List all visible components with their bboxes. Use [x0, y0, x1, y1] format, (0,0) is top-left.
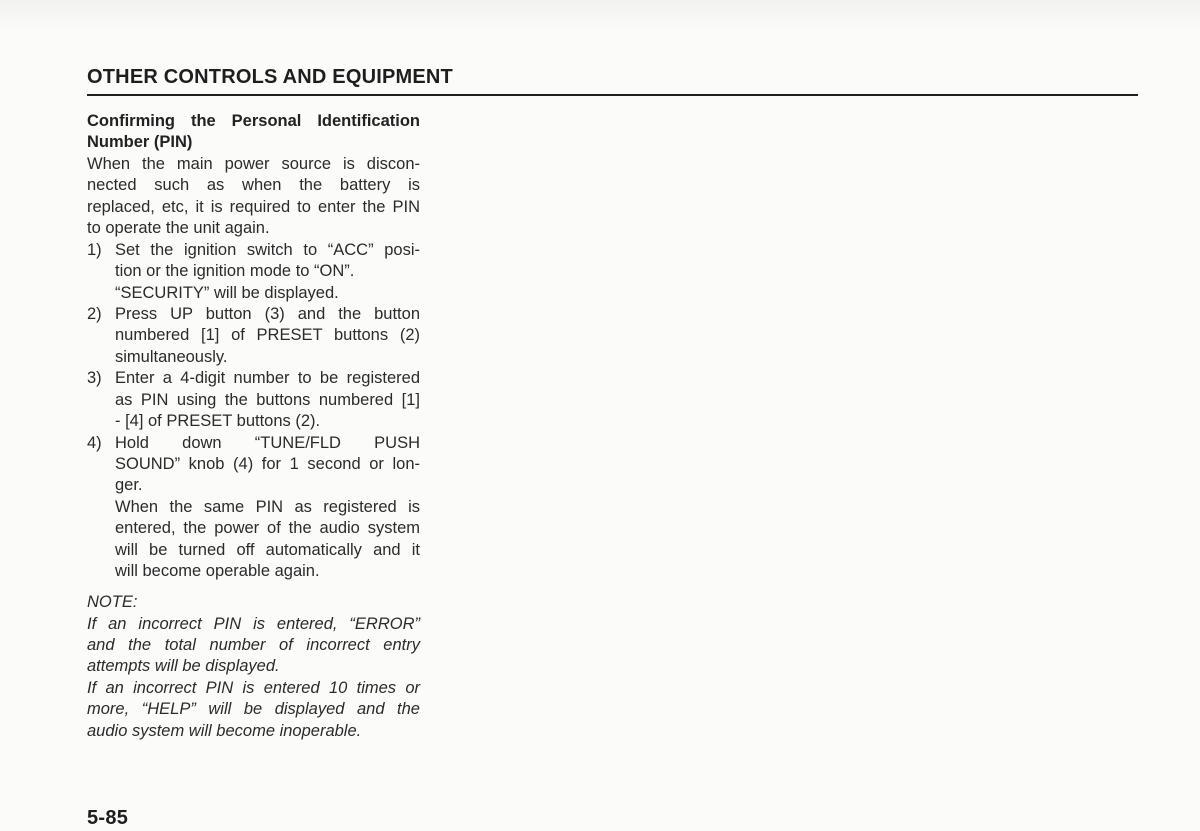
page-number: 5-85 [87, 807, 129, 829]
step-3 [87, 368, 420, 432]
section-heading [87, 111, 420, 154]
step-text-line: will be turned off automatically and it [115, 540, 420, 559]
step-2 [87, 304, 420, 368]
intro-line: nected such as when the battery is [87, 176, 420, 195]
section-heading-line: Number (PIN) [87, 133, 193, 152]
intro-line: replaced, etc, it is required to enter the PIN [87, 197, 420, 216]
note-line: If an incorrect PIN is entered 10 times or [87, 678, 420, 697]
note-label: NOTE: [87, 593, 138, 612]
step-text [115, 304, 420, 368]
page-title: OTHER CONTROLS AND EQUIPMENT [87, 66, 453, 88]
step-text-line: entered, the power of the audio system [115, 519, 420, 538]
step-text-line: When the same PIN as registered is [115, 497, 420, 516]
step-number: 1) [87, 240, 102, 259]
step-text-line: Press UP button (3) and the button [115, 304, 420, 323]
step-text-line: will become operable again. [115, 562, 320, 581]
step-text-line: Enter a 4-digit number to be registered [115, 369, 420, 388]
step-text-line: - [4] of PRESET buttons (2). [115, 412, 321, 431]
step-text-line: ger. [115, 476, 143, 495]
note-block [87, 592, 420, 742]
note-line: audio system will become inoperable. [87, 721, 362, 740]
note-line: If an incorrect PIN is entered, “ERROR” [87, 614, 420, 633]
step-text-line: Set the ignition switch to “ACC” posi- [115, 240, 420, 259]
step-text-line: as PIN using the buttons numbered [1] [115, 390, 420, 409]
step-text-line: simultaneously. [115, 347, 228, 366]
section-heading-line: Confirming the Personal Identification [87, 112, 420, 130]
step-1 [87, 240, 420, 304]
intro-line: When the main power source is discon- [87, 154, 420, 173]
intro-line: to operate the unit again. [87, 219, 270, 238]
step-text [115, 240, 420, 304]
intro-paragraph [87, 154, 420, 240]
step-text [115, 368, 420, 432]
step-text [115, 433, 420, 583]
step-text-line: tion or the ignition mode to “ON”. [115, 262, 355, 281]
main-column [87, 111, 420, 742]
step-number: 2) [87, 304, 102, 323]
scan-shading [0, 0, 1200, 34]
step-text-line: Hold down “TUNE/FLD PUSH [115, 433, 420, 452]
step-text-line: “SECURITY” will be displayed. [115, 283, 339, 302]
note-line: more, “HELP” will be displayed and the [87, 700, 420, 719]
note-line: and the total number of incorrect entry [87, 636, 420, 654]
step-number: 4) [87, 433, 102, 452]
step-4 [87, 433, 420, 583]
note-line: attempts will be displayed. [87, 657, 280, 676]
header-rule [87, 94, 1138, 96]
step-text-line: SOUND” knob (4) for 1 second or lon- [115, 455, 420, 473]
step-number: 3) [87, 369, 102, 388]
step-text-line: numbered [1] of PRESET buttons (2) [115, 326, 420, 345]
